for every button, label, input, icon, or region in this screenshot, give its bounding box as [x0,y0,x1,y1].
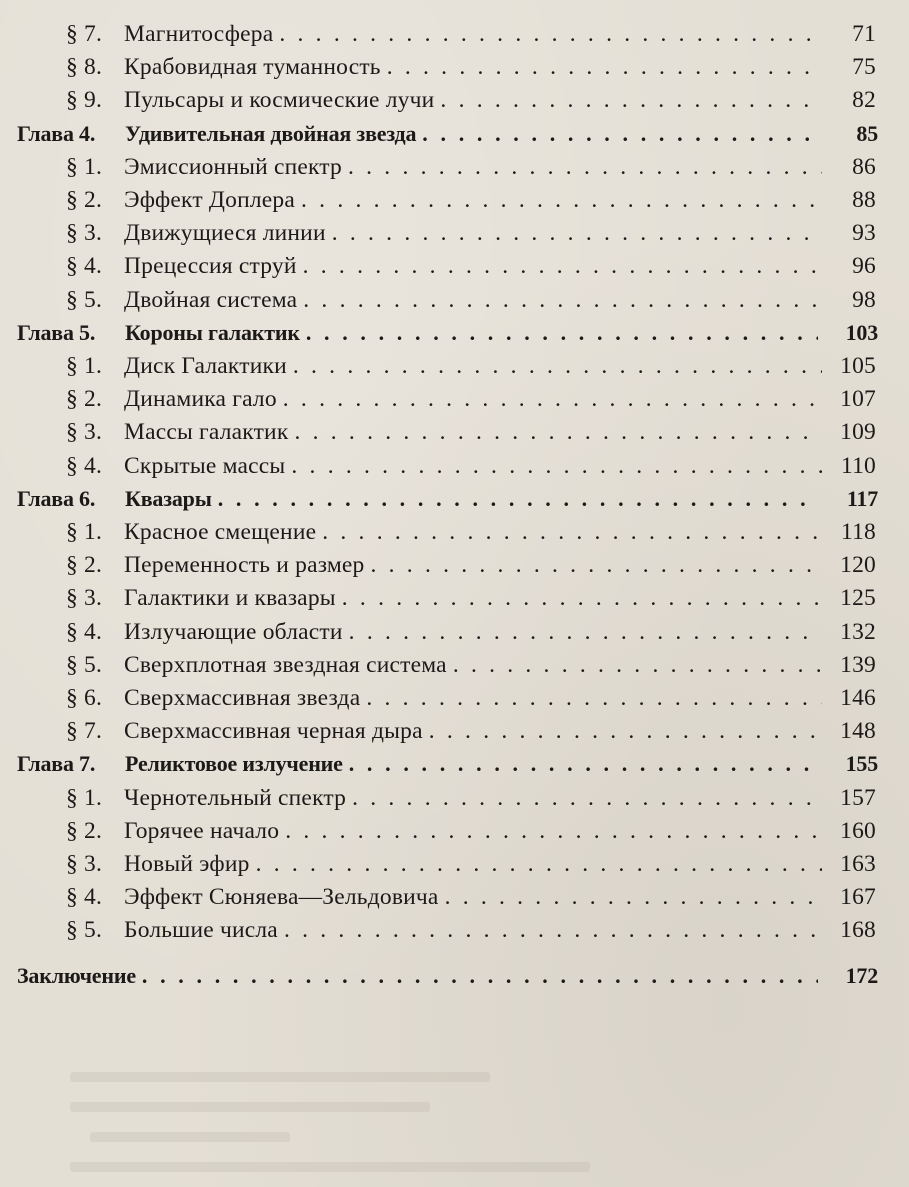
section-number: § 4. [66,253,103,280]
toc-section-row [66,619,876,653]
toc-section-row [66,519,876,553]
dot-leader [387,54,822,78]
toc-section-row [66,585,876,619]
section-number: § 7. [66,21,103,47]
toc-section-row [66,652,876,686]
page-number: 167 [840,884,876,911]
section-title: Большие числа [124,917,278,944]
dot-leader [283,386,822,410]
dot-leader [453,652,822,676]
page-number: 109 [840,419,876,446]
section-title: Движущиеся линии [124,220,326,247]
dot-leader [306,320,818,342]
dot-leader [142,963,818,985]
page-number: 120 [840,552,876,579]
page-number: 172 [845,962,878,988]
page-number: 93 [852,220,876,247]
page-number: 118 [841,519,876,545]
dot-leader [285,818,822,842]
page-number: 98 [852,286,876,313]
section-title: Чернотельный спектр [124,784,347,811]
toc-section-row [66,818,876,852]
toc-section-row [66,87,876,121]
section-number: § 3. [66,419,103,446]
chapter-title: Квазары [125,485,212,511]
toc-section-row [66,917,876,951]
page-number: 148 [840,718,876,745]
dot-leader [440,87,822,111]
section-number: § 1. [66,353,103,379]
dot-leader [303,253,822,277]
page-number: 82 [852,87,876,114]
section-title: Магнитосфера [124,21,274,47]
section-title: Скрытые массы [124,452,286,479]
toc-section-row [66,220,876,254]
section-title: Новый эфир [124,851,250,877]
page-number: 103 [845,319,878,345]
dot-leader [342,585,822,609]
dot-leader [366,685,822,709]
dot-leader [332,220,822,244]
page-number: 71 [852,21,876,47]
dot-leader [349,751,818,773]
section-number: § 3. [66,851,103,877]
chapter-number: Глава 4. [17,120,96,146]
section-title: Излучающие области [124,618,343,645]
bleed-through-text [0,1030,909,1187]
section-title: Сверхмассивная звезда [124,685,361,711]
dot-leader [322,519,822,543]
page-number: 146 [840,685,876,711]
toc-chapter-row [17,751,878,785]
section-title: Красное смещение [124,519,317,545]
toc-section-row [66,419,876,453]
dot-leader [349,619,822,643]
section-title: Эффект Доплера [124,187,296,213]
dot-leader [303,287,822,311]
chapter-title: Заключение [17,962,136,988]
section-title: Сверхмассивная черная дыра [124,718,423,745]
section-title: Прецессия струй [124,253,297,280]
toc-section-row [66,353,876,387]
toc-section-row [66,552,876,586]
section-number: § 2. [66,552,103,579]
dot-leader [284,917,822,941]
section-number: § 1. [66,153,103,180]
dot-leader [445,884,822,908]
section-number: § 4. [66,884,103,911]
section-number: § 8. [66,54,103,81]
section-number: § 1. [66,784,103,811]
section-number: § 3. [66,220,103,247]
dot-leader [291,453,822,477]
toc-section-row [66,718,876,752]
section-title: Массы галактик [124,419,289,446]
page-number: 105 [840,353,876,379]
toc-section-row [66,884,876,918]
page-number: 155 [845,751,878,777]
page-number: 125 [840,585,876,612]
page-number: 85 [856,120,878,146]
section-number: § 4. [66,452,103,479]
section-number: § 2. [66,187,103,213]
toc-section-row [66,785,876,819]
section-number: § 5. [66,917,103,944]
section-title: Динамика гало [124,386,277,413]
page-number: 86 [852,153,876,180]
section-title: Переменность и размер [124,552,365,579]
toc-chapter-row [17,320,878,354]
section-number: § 2. [66,817,103,844]
section-title: Диск Галактики [124,353,287,379]
toc-section-row [66,154,876,188]
toc-section-row [66,386,876,420]
dot-leader [293,353,822,377]
page-number: 96 [852,253,876,280]
toc-section-row [66,54,876,88]
toc-chapter-row [17,963,878,997]
section-number: § 2. [66,386,103,413]
dot-leader [279,21,822,45]
page-number: 160 [840,817,876,844]
section-number: § 5. [66,651,103,678]
chapter-number: Глава 7. [17,751,96,777]
dot-leader [348,154,822,178]
dot-leader [429,718,822,742]
section-title: Крабовидная туманность [124,54,381,81]
toc-section-row [66,187,876,221]
toc-section-row [66,685,876,719]
section-title: Горячее начало [124,817,280,844]
page-number: 157 [840,784,876,811]
section-title: Двойная система [124,286,298,313]
section-title: Сверхплотная звездная система [124,651,447,678]
dot-leader [301,187,822,211]
page-number: 139 [840,651,876,678]
dot-leader [371,552,823,576]
toc-section-row [66,453,876,487]
section-number: § 9. [66,87,103,114]
section-title: Пульсары и космические лучи [124,87,435,114]
page-number: 107 [840,386,876,413]
toc-section-row [66,253,876,287]
section-number: § 1. [66,519,103,545]
section-number: § 6. [66,685,103,711]
section-title: Эффект Сюняева—Зельдовича [124,884,439,911]
chapter-number: Глава 6. [17,485,96,511]
chapter-title: Реликтовое излучение [125,751,343,777]
section-title: Эмиссионный спектр [124,153,342,180]
page-number: 110 [841,452,876,479]
toc-section-row [66,21,876,55]
page-number: 163 [840,851,876,877]
chapter-title: Короны галактик [125,319,300,345]
toc-section-row [66,287,876,321]
dot-leader [218,486,818,508]
section-number: § 4. [66,618,103,645]
dot-leader [352,785,822,809]
section-title: Галактики и квазары [124,585,336,612]
page-number: 88 [852,187,876,213]
dot-leader [256,851,822,875]
chapter-title: Удивительная двойная звезда [125,120,417,146]
page-number: 117 [846,485,878,511]
section-number: § 5. [66,286,103,313]
page-number: 75 [852,54,876,81]
toc-section-row [66,851,876,885]
page-number: 132 [840,618,876,645]
dot-leader [294,419,822,443]
section-number: § 3. [66,585,103,612]
toc-chapter-row [17,121,878,155]
toc-chapter-row [17,486,878,520]
chapter-number: Глава 5. [17,319,96,345]
page-number: 168 [840,917,876,944]
section-number: § 7. [66,718,103,745]
dot-leader [422,121,818,143]
